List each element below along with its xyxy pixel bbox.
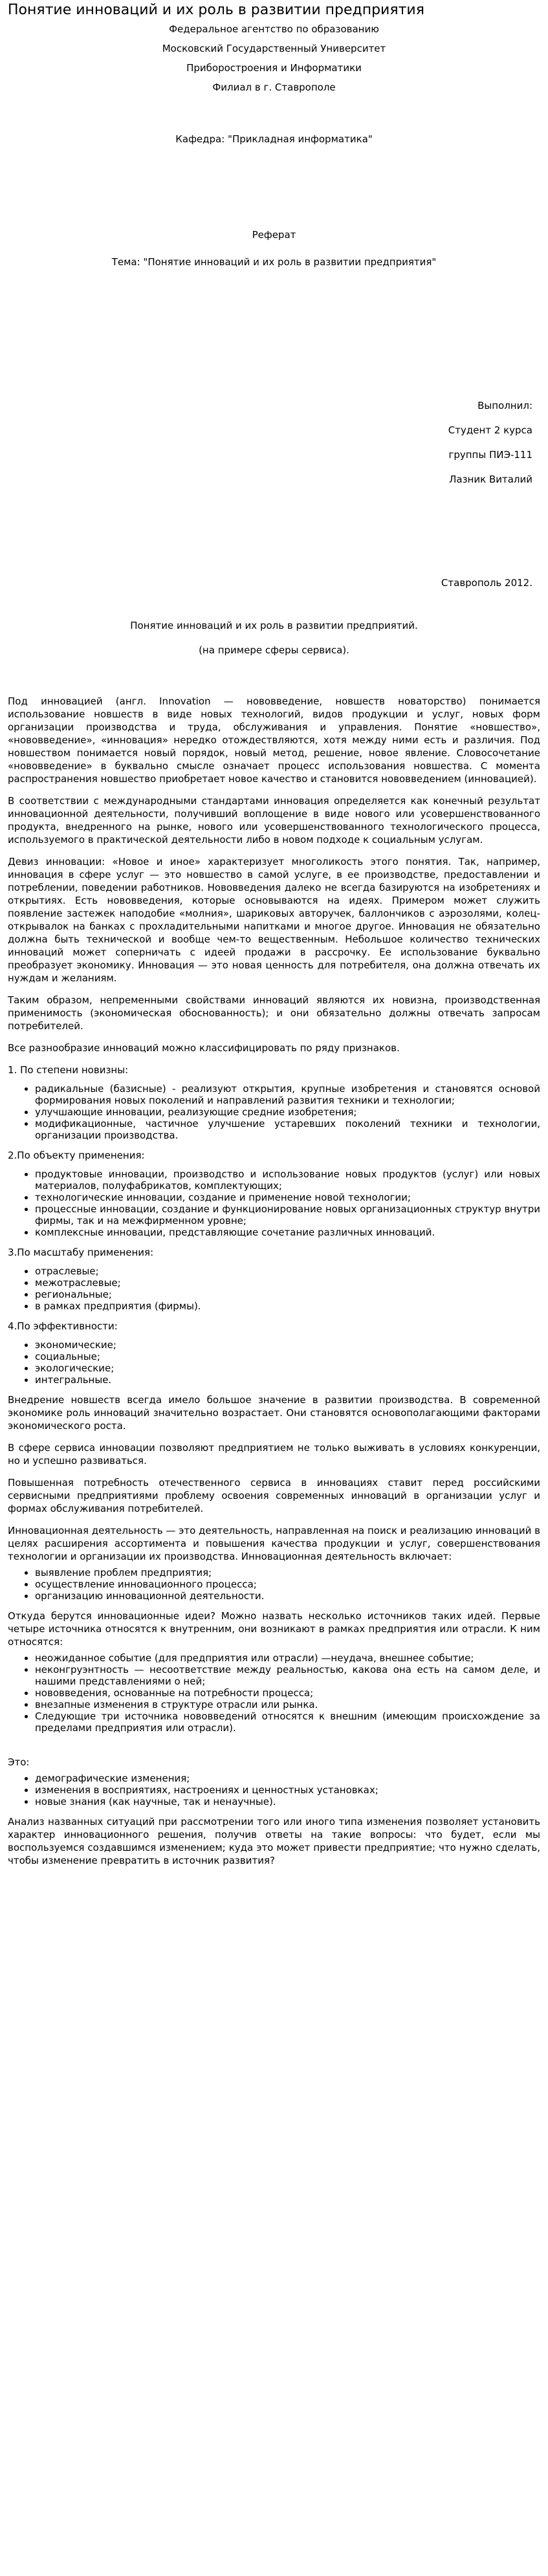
city-year: Ставрополь 2012.: [441, 577, 532, 589]
list-item: • экологические;: [35, 1362, 540, 1374]
list-item: • неожиданное событие (для предприятия или отрасли) —неудача, внешнее событие;: [35, 1652, 540, 1664]
activity-list: [8, 1567, 540, 1602]
list-item: • технологические инновации, создание и применение новой технологии;: [35, 1192, 540, 1203]
external-sources-list: [8, 1773, 540, 1807]
classification-2-list: [8, 1168, 540, 1238]
list-item: • продуктовые инновации, производство и использование новых продуктов (услуг) или новых материалов, полуфабрикатов, комплектующих;: [35, 1168, 540, 1192]
university-line-2: Приборостроения и Информатики: [186, 62, 362, 74]
list-item: • социальные;: [35, 1351, 540, 1362]
list-item: • процессные инновации, создание и функционирование новых организационных структур внутри фирмы, так и на межфирменном уровне;: [35, 1203, 540, 1227]
paragraph-definition: Под инновацией (англ. Innovation — нововведение, новшеств новаторство) понимается использование новшеств в виде новых технологий, видов продукции и услуг, новых форм организации производства и труда, обслуживания и управления. Понятие «новшество», «нововведение», «инновация» нередко отождествляются, хотя между ними есть и различия. Под новшеством понимается новый порядок, новый метод, решение, новое явление. Словосочетание «нововведение» в буквально смысле означает процесс использования новшества. С момента распространения новшество приобретает новое качество и становится нововведением (инновацией).: [8, 695, 540, 785]
agency-line: Федеральное агентство по образованию: [169, 23, 379, 35]
classification-4-list: [8, 1339, 540, 1386]
paragraph-sources: Откуда берутся инновационные идеи? Можно назвать несколько источников таких идей. Первые четыре источника относятся к внутренним, они возникают в рамках предприятия или отрасли. К ним относятся:: [8, 1610, 540, 1648]
list-item: • организацию инновационной деятельности.: [35, 1590, 540, 1602]
list-item: • демографические изменения;: [35, 1773, 540, 1784]
list-item: • региональные;: [35, 1289, 540, 1300]
branch-line: Филиал в г. Ставрополе: [212, 82, 336, 93]
paragraph-properties: Таким образом, непременными свойствами инноваций являются их новизна, производственная применимость (экономическая обоснованность); и они обязательно должны отвечать запросам потребителей.: [8, 994, 540, 1032]
list-item: • неконгруэнтность — несоответствие между реальностью, какова она есть на самом деле, и нашими представлениями о ней;: [35, 1664, 540, 1687]
paragraph-analysis: Анализ названных ситуаций при рассмотрении того или иного типа изменения позволяет установить характер инновационного решения, получив ответы на такие вопросы: что будет, если мы воспользуемся создавшимся изменением; куда это может привести предприятие; что нужно сделать, чтобы изменение превратить в источник развития?: [8, 1816, 540, 1866]
list-item: • внезапные изменения в структуре отрасли или рынка.: [35, 1699, 540, 1710]
student-line: Студент 2 курса: [448, 424, 532, 436]
paragraph-activity: Инновационная деятельность — это деятельность, направленная на поиск и реализацию инноваций в целях расширения ассортимента и повышения качества продукции и услуг, совершенствования технологии и организации их производства. Инновационная деятельность включает:: [8, 1525, 540, 1562]
page-title: Понятие инноваций и их роль в развитии предприятия: [8, 2, 424, 18]
list-item: • выявление проблем предприятия;: [35, 1567, 540, 1578]
list-item: • улучшающие инновации, реализующие средние изобретения;: [35, 1106, 540, 1118]
classification-4-title: 4.По эффективности:: [8, 1320, 118, 1332]
paragraph-service: В сфере сервиса инновации позволяют предприятием не только выживать в условиях конкуренции, но и успешно развиваться.: [8, 1442, 540, 1467]
list-item: • изменения в восприятиях, настроениях и ценностных установках;: [35, 1784, 540, 1796]
list-item: • межотраслевые;: [35, 1277, 540, 1289]
list-item: • комплексные инновации, представляющие сочетание различных инноваций.: [35, 1227, 540, 1238]
department-line: Кафедра: "Прикладная информатика": [175, 133, 373, 145]
classification-3-list: [8, 1265, 540, 1312]
essay-subheading: (на примере сферы сервиса).: [199, 644, 349, 656]
topic-line: Тема: "Понятие инноваций и их роль в развитии предприятия": [111, 256, 437, 268]
group-line: группы ПИЭ-111: [448, 449, 532, 461]
paragraph-importance: Внедрение новшеств всегда имело большое значение в развитии производства. В современной экономике роль инноваций значительно возрастает. Они становятся основополагающими факторами экономического роста.: [8, 1394, 540, 1432]
work-type: Реферат: [252, 229, 296, 241]
sources-list: [8, 1652, 540, 1734]
classification-1-list: [8, 1083, 540, 1141]
paragraph-these: Это:: [8, 1756, 30, 1768]
list-item: • интегральные.: [35, 1374, 540, 1386]
paragraph-classification: Все разнообразие инноваций можно классифицировать по ряду признаков.: [8, 1042, 400, 1054]
list-item: • экономические;: [35, 1339, 540, 1351]
classification-2-title: 2.По объекту применения:: [8, 1150, 145, 1161]
list-item: • отраслевые;: [35, 1265, 540, 1277]
performed-label: Выполнил:: [477, 400, 532, 411]
list-item: • нововведения, основанные на потребности процесса;: [35, 1687, 540, 1699]
classification-3-title: 3.По масштабу применения:: [8, 1247, 154, 1258]
title-page: [8, 19, 540, 593]
paragraph-standards: В соответствии с международными стандартами инновация определяется как конечный результат инновационной деятельности, получивший воплощение в виде нового или усовершенствованного продукта, внедренного на рынке, нового или усовершенствованного технологического процесса, используемого в практической деятельности либо в новом подходе к социальным услугам.: [8, 795, 540, 846]
essay-heading: Понятие инноваций и их роль в развитии предприятий.: [130, 620, 418, 631]
paragraph-need: Повышенная потребность отечественного сервиса в инновациях ставит перед российскими сервисными предприятиями проблему освоения современных инноваций в организации услуг и формах обслуживания потребителей.: [8, 1477, 540, 1514]
essay: [8, 616, 540, 1867]
list-item: • радикальные (базисные) - реализуют открытия, крупные изобретения и становятся основой формирования новых поколений и направлений развития техники и технологии;: [35, 1083, 540, 1106]
list-item: • модификационные, частичное улучшение устаревших поколений техники и технологии, организации производства.: [35, 1118, 540, 1141]
list-item: • осуществление инновационного процесса;: [35, 1578, 540, 1590]
paragraph-motto: Девиз инновации: «Новое и иное» характеризует многоликость этого понятия. Так, например, инновация в сфере услуг — это новшество в самой услуге, в ее производстве, предоставлении и потреблении, поведении работников. Нововведения далеко не всегда базируются на изобретениях и открытиях. Есть нововведения, которые основываются на идеях. Примером может служить появление застежек наподобие «молния», шариковых авторучек, баллончиков с аэрозолями, колец-открывалок на банках с прохладительными напитками и многое другое. Инновация не обязательно должна быть технической и вообще чем-то вещественным. Небольшое количество технических инноваций может соперничать с идеей продажи в рассрочку. Ее использование буквально преобразует экономику. Инновация — это новая ценность для потребителя, она должна отвечать их нуждам и желаниям.: [8, 856, 540, 984]
list-item: • в рамках предприятия (фирмы).: [35, 1300, 540, 1312]
author-name: Лазник Виталий: [449, 474, 532, 485]
list-item: • Следующие три источника нововведений относятся к внешним (имеющим происхождение за пределами предприятия или отрасли).: [35, 1710, 540, 1734]
classification-1-title: 1. По степени новизны:: [8, 1064, 129, 1076]
list-item: • новые знания (как научные, так и ненаучные).: [35, 1796, 540, 1807]
university-line-1: Московский Государственный Университет: [162, 43, 386, 54]
